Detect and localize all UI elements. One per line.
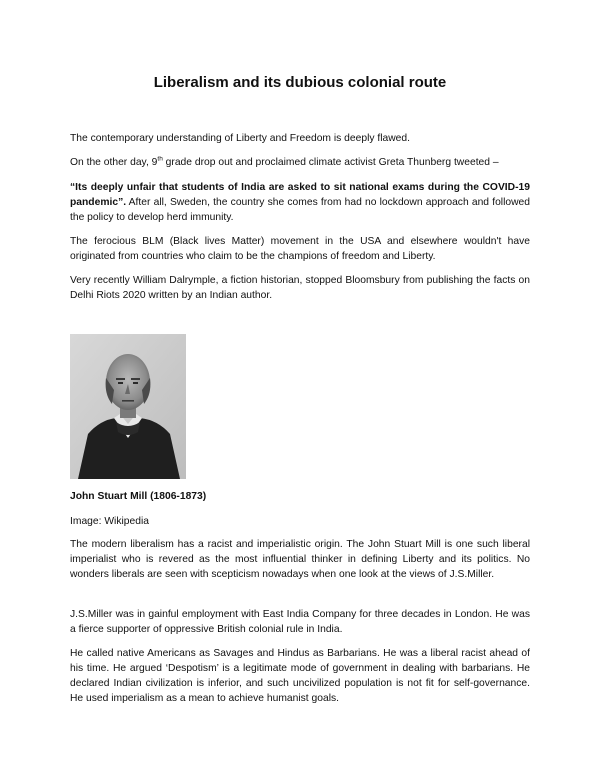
greta-text-after: grade drop out and proclaimed climate activist Greta Thunberg tweeted –	[162, 157, 499, 168]
blm-paragraph: The ferocious BLM (Black lives Matter) movement in the USA and elsewhere wouldn't have originated from countries who claim to be the champions of freedom and Liberty.	[70, 236, 530, 262]
employment-paragraph: J.S.Miller was in gainful employment with East India Company for three decades in London. He was a fierce supporter of oppressive British colonial rule in India.	[70, 609, 530, 635]
image-credit: Image: Wikipedia	[70, 516, 149, 527]
dalrymple-paragraph: Very recently William Dalrymple, a fiction historian, stopped Bloomsbury from publishing the facts on Delhi Riots 2020 written by an Indian author.	[70, 275, 530, 301]
article-title: Liberalism and its dubious colonial route	[153, 74, 447, 91]
image-caption: John Stuart Mill (1806-1873)	[70, 491, 207, 502]
savages-paragraph: He called native Americans as Savages and Hindus as Barbarians. He was a liberal racist ahead of his time. He argued ‘Despotism’ is a legitimate mode of government in dealing with barbarians. He declared Indian civilization is inferior, and such uncivilized population is not fit for self-governance. He used imperialism as a mean to achieve humanist goals.	[70, 648, 530, 704]
portrait-image	[70, 334, 186, 479]
intro-paragraph: The contemporary understanding of Liberty and Freedom is deeply flawed.	[70, 133, 410, 144]
origin-paragraph: The modern liberalism has a racist and imperialistic origin. The John Stuart Mill is one such liberal imperialist who is revered as the most influential thinker in defining Liberty and its politics. No wonders liberals are seen with scepticism nowadays when one look at the views of J.S.Miller.	[70, 539, 530, 580]
greta-text-before: On the other day, 9	[70, 157, 158, 168]
greta-paragraph	[70, 155, 530, 170]
quote-bold: “Its deeply unfair that students of India are asked to sit national exams during the COVID-19 pandemic”.	[70, 182, 530, 208]
greta-superscript: th	[157, 155, 163, 163]
quote-paragraph	[70, 180, 530, 225]
quote-rest: After all, Sweden, the country she comes from had no lockdown approach and followed the policy to develop herd immunity.	[70, 197, 530, 223]
